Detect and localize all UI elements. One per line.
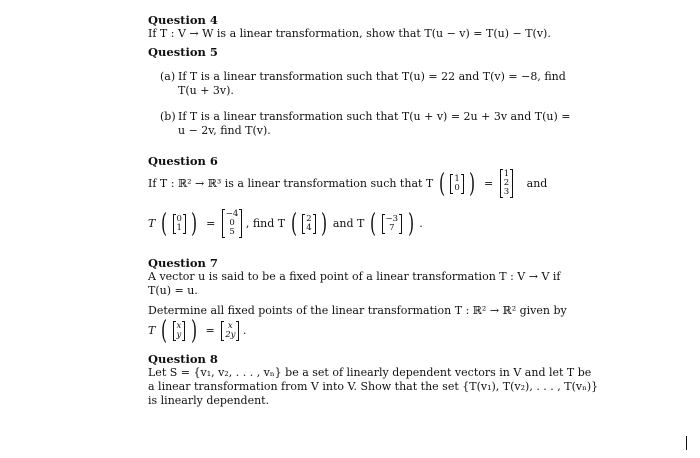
matrix-xy: [173, 322, 186, 340]
matrix-entry: 4: [306, 222, 312, 233]
matrix-Te2: [222, 210, 243, 237]
right-paren: ): [321, 208, 328, 239]
matrix-e1: [450, 175, 463, 193]
matrix-v3: [302, 215, 315, 233]
right-paren: ): [191, 208, 198, 239]
matrix-entry: 0: [454, 182, 460, 193]
q4-heading: Question 4: [148, 13, 218, 27]
q7-line2: T(u) = u.: [148, 284, 198, 297]
q8-line1: Let S = {v₁, v₂, . . . , vₙ} be a set of linearly dependent vectors in V and let T be: [148, 366, 592, 379]
matrix-x2y: [221, 322, 239, 340]
q6-line1: [148, 170, 547, 197]
matrix-entry: 7: [389, 222, 395, 233]
matrix-entry: 0: [176, 213, 182, 224]
matrix-entry: 2: [503, 178, 510, 188]
left-paren: (: [290, 208, 297, 239]
q7-T: T: [148, 324, 156, 337]
q7-end: .: [242, 324, 247, 337]
q8-line3: is linearly dependent.: [148, 394, 270, 407]
right-paren: ): [190, 316, 197, 346]
matrix-entry: 1: [503, 169, 510, 179]
matrix-entry: −4: [225, 209, 239, 219]
q4-text: If T : V → W is a linear transformation, show that T(u − v) = T(u) − T(v).: [148, 27, 551, 40]
q5-a-label: (a): [160, 70, 176, 83]
q6-intro: If T : ℝ² → ℝ³ is a linear transformation such that T: [148, 176, 434, 190]
matrix-entry: 5: [229, 227, 235, 237]
q5-a-line1: If T is a linear transformation such that T(u) = 22 and T(v) = −8, find: [178, 70, 566, 83]
q7-formula: [148, 318, 246, 344]
q8-heading: Question 8: [148, 352, 218, 366]
matrix-entry: x: [176, 321, 182, 331]
equals-sign: =: [484, 176, 494, 190]
matrix-entry: y: [176, 330, 182, 340]
q7-line1: A vector u is said to be a fixed point of a linear transformation T : V → V if: [148, 270, 561, 283]
matrix-entry: 1: [454, 173, 460, 184]
q6-line2: [148, 210, 423, 237]
matrix-e2: [173, 215, 186, 233]
matrix-v4: [382, 215, 403, 233]
q6-heading: Question 6: [148, 154, 218, 168]
q8-line2: a linear transformation from V into V. Show that the set {T(v₁), T(v₂), . . . , T(vₙ)}: [148, 380, 599, 393]
equals-sign: =: [205, 324, 215, 337]
matrix-entry: 2y: [225, 330, 236, 340]
left-paren: (: [160, 316, 167, 346]
matrix-entry: −3: [385, 213, 399, 224]
left-paren: (: [160, 208, 167, 239]
q6-find: , find T: [245, 216, 286, 230]
equals-sign: =: [206, 216, 216, 230]
matrix-entry: x: [227, 321, 233, 331]
left-paren: (: [438, 168, 445, 199]
q7-heading: Question 7: [148, 256, 218, 270]
matrix-Te1: [500, 170, 513, 197]
matrix-entry: 3: [503, 187, 510, 197]
q5-b-line1: If T is a linear transformation such that T(u + v) = 2u + 3v and T(u) =: [178, 110, 571, 123]
q6-and1: and: [526, 176, 548, 190]
q5-b-line2: u − 2v, find T(v).: [178, 124, 271, 137]
q5-heading: Question 5: [148, 45, 218, 59]
right-paren: ): [407, 208, 414, 239]
matrix-entry: 2: [306, 213, 312, 224]
q5-a-line2: T(u + 3v).: [178, 84, 234, 97]
q6-end: .: [419, 216, 423, 230]
matrix-entry: 1: [176, 222, 182, 233]
matrix-entry: 0: [229, 218, 235, 228]
q7-line3: Determine all fixed points of the linear transformation T : ℝ² → ℝ² given by: [148, 304, 567, 317]
right-paren: ): [469, 168, 476, 199]
q6-T: T: [148, 216, 156, 230]
page-edge-mark: [686, 436, 687, 450]
q6-and2: and T: [332, 216, 365, 230]
q5-b-label: (b): [160, 110, 176, 123]
left-paren: (: [369, 208, 377, 239]
